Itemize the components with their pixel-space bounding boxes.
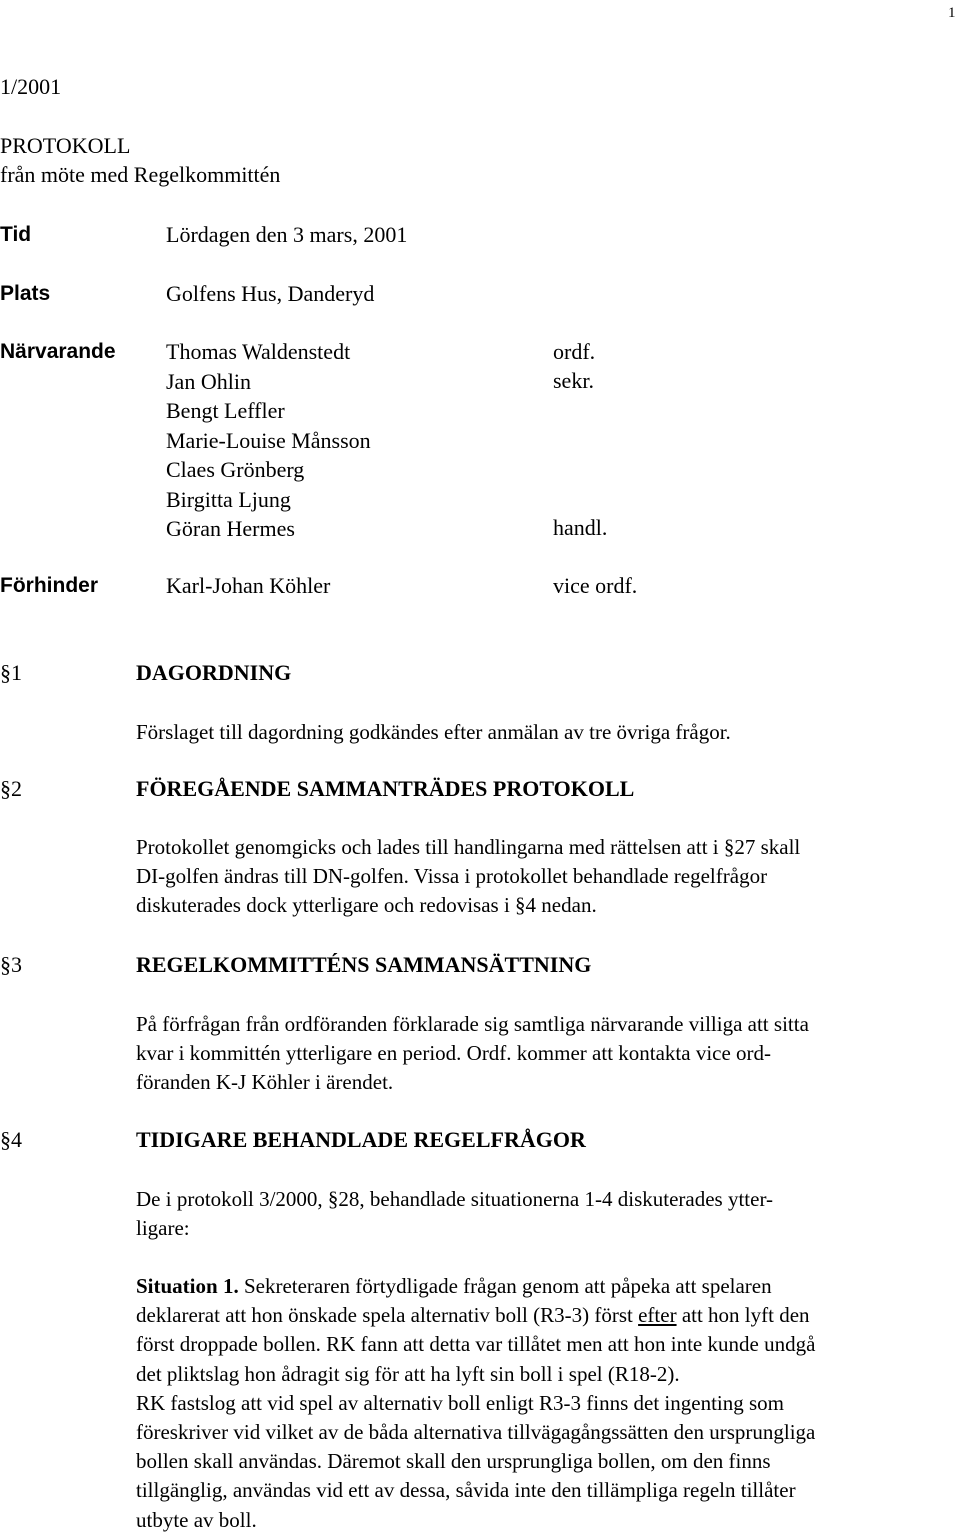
section-body bbox=[136, 1185, 773, 1243]
body-line: tillgänglig, användas vid ett av dessa, såvida inte den tillämpliga regeln tillåter bbox=[136, 1478, 796, 1503]
body-line: Protokollet genomgicks och lades till handlingarna med rättelsen att i §27 skall bbox=[136, 835, 801, 859]
section-number: §3 bbox=[0, 952, 22, 977]
body-line: bollen skall användas. Däremot skall den ursprungliga bollen, om den finns bbox=[136, 1449, 771, 1474]
section-body bbox=[136, 1010, 809, 1098]
body-line: diskuterades dock ytterligare och redovisas i §4 nedan. bbox=[136, 893, 597, 918]
body-line: först droppade bollen. RK fann att detta var tillåtet men att hon inte kunde undgå bbox=[136, 1332, 816, 1357]
section-number: §4 bbox=[0, 1127, 22, 1152]
body-line: Förslaget till dagordning godkändes efter anmälan av tre övriga frågor. bbox=[136, 720, 731, 744]
body-line bbox=[136, 1272, 815, 1301]
present-name: Thomas Waldenstedt bbox=[166, 339, 351, 364]
body-line: kvar i kommittén ytterligare en period. Ordf. kommer att kontakta vice ord- bbox=[136, 1041, 772, 1066]
body-line: På förfrågan från ordföranden förklarade sig samtliga närvarande villiga att sitta bbox=[136, 1012, 809, 1036]
present-name: Birgitta Ljung bbox=[166, 486, 291, 512]
body-text-span: deklarerat att hon önskade spela alternativ boll (R3-3) först bbox=[136, 1303, 639, 1328]
place-label: Plats bbox=[0, 282, 51, 305]
section-title: FÖREGÅENDE SAMMANTRÄDES PROTOKOLL bbox=[136, 776, 635, 801]
present-role: ordf. bbox=[553, 339, 596, 364]
absent-role: vice ordf. bbox=[553, 573, 638, 598]
body-line: det pliktslag hon ådragit sig för att ha lyft sin boll i spel (R18-2). bbox=[136, 1361, 680, 1386]
present-name: Claes Grönberg bbox=[166, 457, 305, 482]
section-number: §2 bbox=[0, 776, 22, 801]
section-title: DAGORDNING bbox=[136, 660, 292, 685]
section-number: §1 bbox=[0, 660, 22, 685]
body-line bbox=[136, 1301, 815, 1330]
section-body bbox=[136, 718, 731, 747]
present-label: Närvarande bbox=[0, 340, 116, 363]
body-line: ligare: bbox=[136, 1216, 190, 1241]
body-line: DI-golfen ändras till DN-golfen. Vissa i protokollet behandlade regelfrågor bbox=[136, 864, 768, 889]
absent-name: Karl-Johan Köhler bbox=[166, 573, 331, 598]
body-text-span: Sekreteraren förtydligade frågan genom att påpeka att spelaren bbox=[238, 1274, 772, 1298]
body-line: utbyte av boll. bbox=[136, 1507, 257, 1532]
document-number: 1/2001 bbox=[0, 74, 62, 99]
present-name: Göran Hermes bbox=[166, 516, 295, 541]
present-names-list bbox=[166, 337, 371, 544]
document-title: PROTOKOLL bbox=[0, 133, 131, 158]
section-body bbox=[136, 833, 800, 921]
present-role: handl. bbox=[553, 515, 608, 540]
present-name: Bengt Leffler bbox=[166, 398, 285, 423]
time-label: Tid bbox=[0, 223, 32, 246]
document-subtitle: från möte med Regelkommittén bbox=[0, 162, 281, 187]
body-line: föreskriver vid vilket av de båda alternativa tillvägagångssätten den ursprungliga bbox=[136, 1420, 816, 1445]
section-title: TIDIGARE BEHANDLADE REGELFRÅGOR bbox=[136, 1127, 586, 1152]
situation-1-body bbox=[136, 1272, 815, 1535]
present-role: sekr. bbox=[553, 368, 594, 393]
body-line: föranden K-J Köhler i ärendet. bbox=[136, 1070, 394, 1095]
present-name: Jan Ohlin bbox=[166, 368, 251, 394]
situation-label: Situation 1. bbox=[136, 1274, 239, 1298]
underlined-word: efter bbox=[638, 1303, 677, 1328]
absent-label: Förhinder bbox=[0, 574, 98, 597]
body-text-span: att hon lyft den bbox=[676, 1303, 810, 1328]
section-title: REGELKOMMITTÉNS SAMMANSÄTTNING bbox=[136, 952, 592, 977]
present-name: Marie-Louise Månsson bbox=[166, 427, 371, 453]
place-value: Golfens Hus, Danderyd bbox=[166, 281, 375, 306]
body-line: De i protokoll 3/2000, §28, behandlade situationerna 1-4 diskuterades ytter- bbox=[136, 1187, 774, 1211]
time-value: Lördagen den 3 mars, 2001 bbox=[166, 222, 408, 247]
body-line: RK fastslog att vid spel av alternativ boll enligt R3-3 finns det ingenting som bbox=[136, 1390, 784, 1415]
page-number: 1 bbox=[948, 5, 956, 21]
